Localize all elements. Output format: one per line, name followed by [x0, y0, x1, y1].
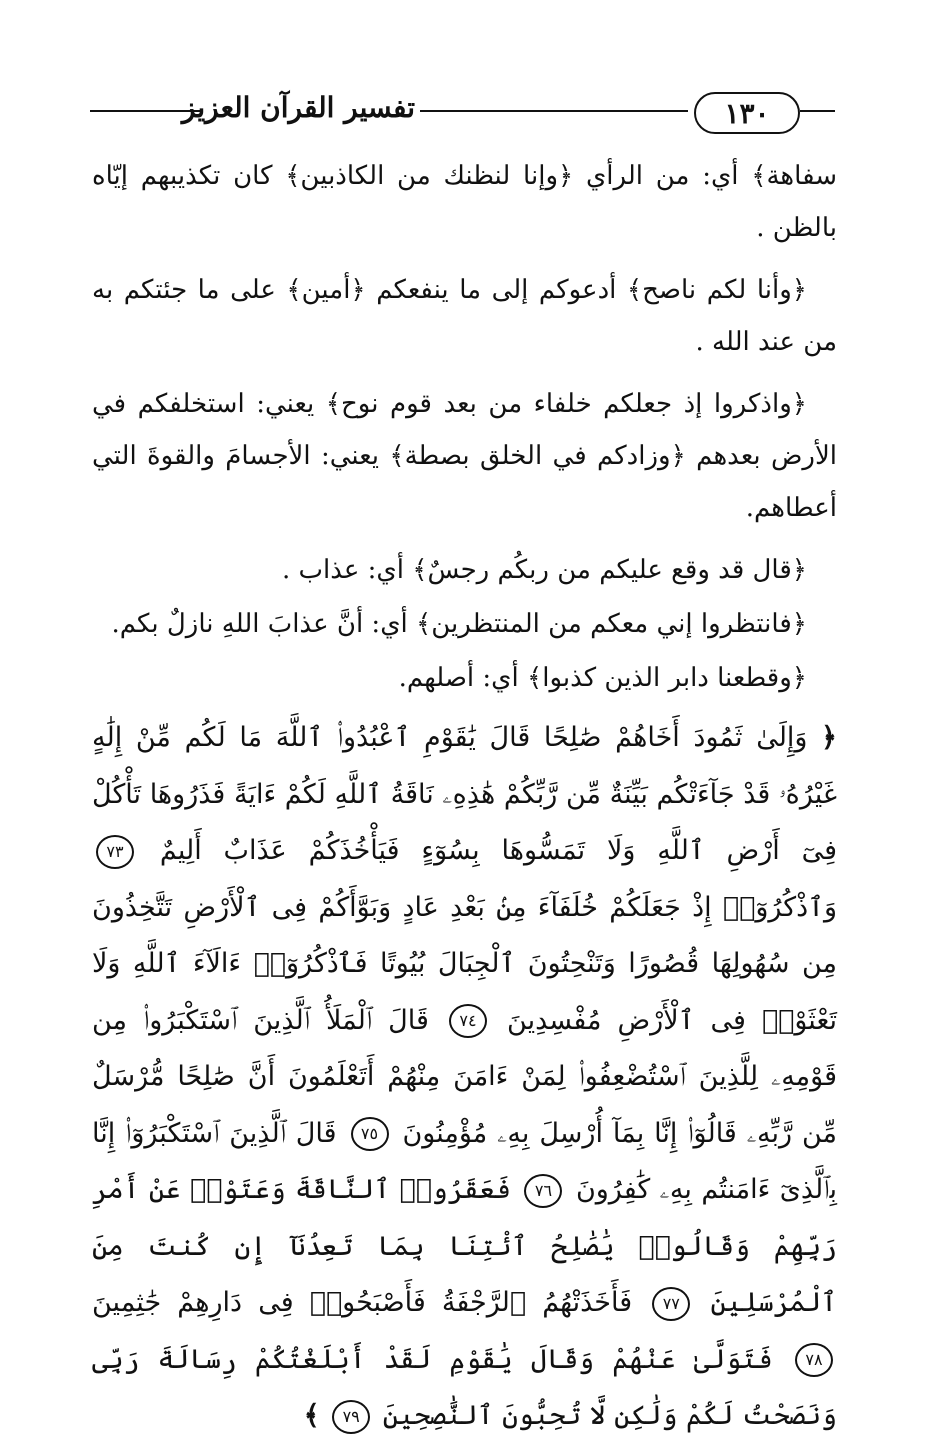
- quran-verses-block: [92, 710, 837, 1445]
- ayah-number: ٧٦: [534, 1180, 553, 1200]
- header-rule-right: [800, 110, 835, 112]
- ornate-bracket-close: ﴾: [303, 1400, 320, 1431]
- ayah-number-marker: [795, 1343, 833, 1377]
- verse-text: فَعَقَرُوا۟ ٱلنَّاقَةَ وَعَتَوْا۟ عَنْ أَمْرِ رَبِّهِمْ وَقَالُوا۟ يَٰصَٰلِحُ ٱئْتِنَا بِمَا تَعِدُنَآ إِن كُنتَ مِنَ ٱلْمُرْسَلِينَ: [92, 1174, 837, 1318]
- verse-text: قَالَ ٱلَّذِينَ ٱسْتَكْبَرُوٓا۟ إِنَّا بِٱلَّذِىٓ ءَامَنتُم بِهِۦ كَٰفِرُونَ: [92, 1117, 837, 1205]
- commentary-paragraph: ﴿فانتظروا إني معكم من المنتظرين﴾ أي: أنَّ عذابَ اللهِ نازلٌ بكم.: [111, 609, 807, 639]
- commentary-paragraph: ﴿قال قد وقع عليكم من ربكُم رجسٌ﴾ أي: عذاب .: [281, 555, 807, 585]
- running-title: تفسير القرآن العزيز: [181, 91, 415, 124]
- header-rule-middle: [420, 110, 688, 112]
- verse-text: فَتَوَلَّىٰ عَنْهُمْ وَقَالَ يَٰقَوْمِ لَقَدْ أَبْلَغْتُكُمْ رِسَالَةَ رَبِّى وَنَصَحْتُ لَكُمْ وَلَٰكِن لَّا تُحِبُّونَ ٱلنَّٰصِحِينَ: [92, 1343, 837, 1431]
- ayah-number-marker: [524, 1174, 562, 1208]
- page-body: [92, 150, 837, 1445]
- ayah-number-marker: [332, 1400, 370, 1434]
- page-number-badge: [694, 92, 800, 134]
- commentary-paragraph: سفاهة﴾ أي: من الرأي ﴿وإنا لنظنك من الكاذبين﴾ كان تكذيبهم إيّاه بالظن .: [92, 161, 837, 243]
- verse-text: قَالَ ٱلْمَلَأُ ٱلَّذِينَ ٱسْتَكْبَرُوا۟ مِن قَوْمِهِۦ لِلَّذِينَ ٱسْتُضْعِفُوا۟ لِمَنْ ءَامَنَ مِنْهُمْ أَتَعْلَمُونَ أَنَّ صَٰلِحًا مُّرْسَلٌ مِّن رَّبِّهِۦ قَالُوٓا۟ إِنَّا بِمَآ أُرْسِلَ بِهِۦ مُؤْمِنُونَ: [92, 1004, 837, 1149]
- ayah-number: ٧٨: [805, 1350, 823, 1369]
- ayah-number: ٧٩: [342, 1406, 360, 1426]
- verse-text: وَإِلَىٰ ثَمُودَ أَخَاهُمْ صَٰلِحًا قَالَ يَٰقَوْمِ ٱعْبُدُوا۟ ٱللَّهَ مَا لَكُم مِّنْ إِلَٰهٍ غَيْرُهُۥ قَدْ جَآءَتْكُم بَيِّنَةٌ مِّن رَّبِّكُمْ هَٰذِهِۦ نَاقَةُ ٱللَّهِ لَكُمْ ءَايَةً فَذَرُوهَا تَأْكُلْ فِىٓ أَرْضِ ٱللَّهِ وَلَا تَمَسُّوهَا بِسُوٓءٍ فَيَأْخُذَكُمْ عَذَابٌ أَلِيمٌ: [92, 722, 837, 866]
- page-number: ١٣٠: [724, 96, 770, 130]
- verse-text: فَأَخَذَتْهُمُ ٱلرَّجْفَةُ فَأَصْبَحُوا۟ فِى دَارِهِمْ جَٰثِمِينَ: [92, 1287, 633, 1318]
- verse-text: وَٱذْكُرُوٓا۟ إِذْ جَعَلَكُمْ خُلَفَآءَ مِنۢ بَعْدِ عَادٍ وَبَوَّأَكُمْ فِى ٱلْأَرْضِ تَتَّخِذُونَ مِن سُهُولِهَا قُصُورًا وَتَنْحِتُونَ ٱلْجِبَالَ بُيُوتًا فَٱذْكُرُوٓا۟ ءَالَآءَ ٱللَّهِ وَلَا تَعْثَوْا۟ فِى ٱلْأَرْضِ مُفْسِدِينَ: [92, 891, 837, 1036]
- page-header: [90, 86, 835, 136]
- ayah-number: ٧٥: [360, 1124, 379, 1143]
- commentary-paragraph: ﴿وأنا لكم ناصح﴾ أدعوكم إلى ما ينفعكم ﴿أمين﴾ على ما جئتكم به من عند الله .: [92, 275, 837, 357]
- ayah-number: ٧٧: [662, 1293, 680, 1313]
- ornate-bracket-open: ﴿: [821, 722, 837, 753]
- ayah-number-marker: [449, 1004, 487, 1038]
- ayah-number-marker: [96, 835, 134, 869]
- commentary-paragraph: ﴿وقطعنا دابر الذين كذبوا﴾ أي: أصلهم.: [398, 663, 807, 693]
- ayah-number: ٧٣: [106, 841, 124, 861]
- ayah-number-marker: [652, 1287, 690, 1321]
- ayah-number-marker: [351, 1117, 389, 1151]
- commentary-paragraph: ﴿واذكروا إذ جعلكم خلفاء من بعد قوم نوح﴾ يعني: استخلفكم في الأرض بعدهم ﴿وزادكم في الخلق بصطة﴾ يعني: الأجسامَ والقوةَ التي أعطاهم.: [92, 389, 837, 523]
- ayah-number: ٧٤: [459, 1011, 477, 1030]
